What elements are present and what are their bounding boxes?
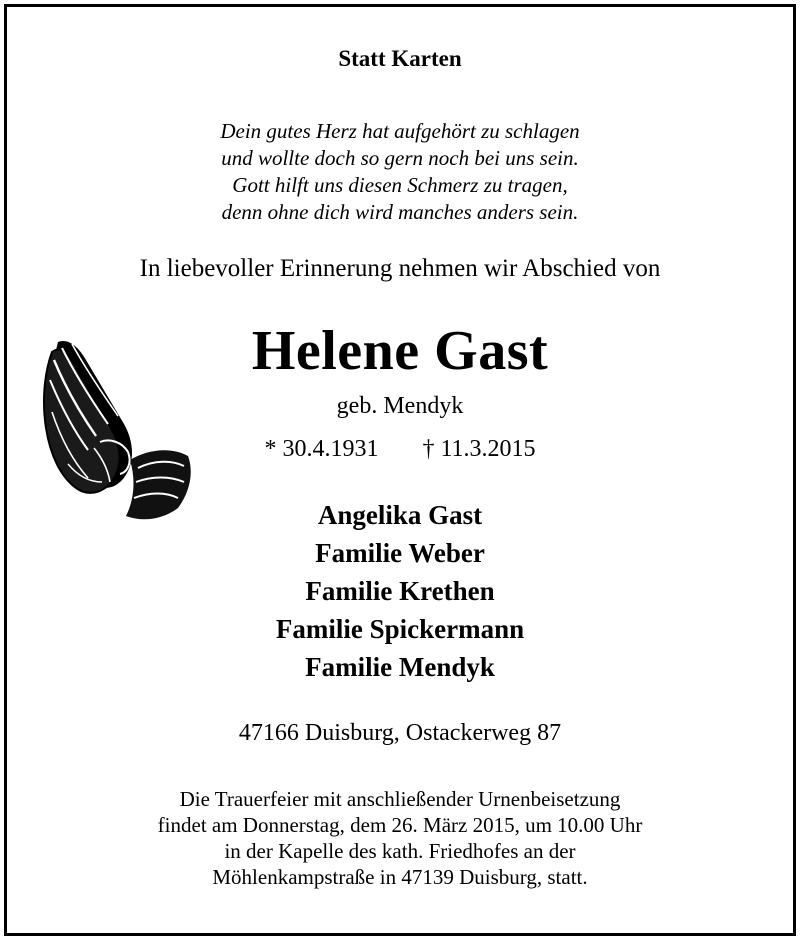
mourner: Angelika Gast	[317, 500, 483, 530]
address: 47166 Duisburg, Ostackerweg 87	[238, 720, 562, 746]
mourner: Familie Krethen	[305, 576, 495, 606]
life-dates	[0, 436, 800, 463]
birth-name: geb. Mendyk	[336, 393, 464, 419]
deceased-name: Helene Gast	[251, 320, 549, 382]
poem	[0, 118, 800, 226]
poem-line: denn ohne dich wird manches anders sein.	[221, 200, 579, 224]
death-date: † 11.3.2015	[422, 436, 536, 462]
ceremony-line: Die Trauerfeier mit anschließender Urnenbeisetzung	[179, 787, 621, 811]
ceremony-line: in der Kapelle des kath. Friedhofes an der	[224, 839, 576, 863]
mourners-list	[0, 496, 800, 686]
poem-line: Dein gutes Herz hat aufgehört zu schlagen	[220, 119, 580, 143]
mourner: Familie Mendyk	[305, 652, 495, 682]
poem-line: und wollte doch so gern noch bei uns sein.	[221, 146, 579, 170]
intro-text: In liebevoller Erinnerung nehmen wir Abschied von	[139, 255, 661, 282]
birth-date: * 30.4.1931	[264, 436, 379, 462]
notice-heading: Statt Karten	[338, 46, 462, 71]
ceremony-info	[0, 786, 800, 890]
poem-line: Gott hilft uns diesen Schmerz zu tragen,	[232, 173, 568, 197]
ceremony-line: Möhlenkampstraße in 47139 Duisburg, statt.	[212, 865, 588, 889]
mourner: Familie Spickermann	[275, 614, 525, 644]
ceremony-line: findet am Donnerstag, dem 26. März 2015, um 10.00 Uhr	[157, 813, 643, 837]
mourner: Familie Weber	[315, 538, 485, 568]
